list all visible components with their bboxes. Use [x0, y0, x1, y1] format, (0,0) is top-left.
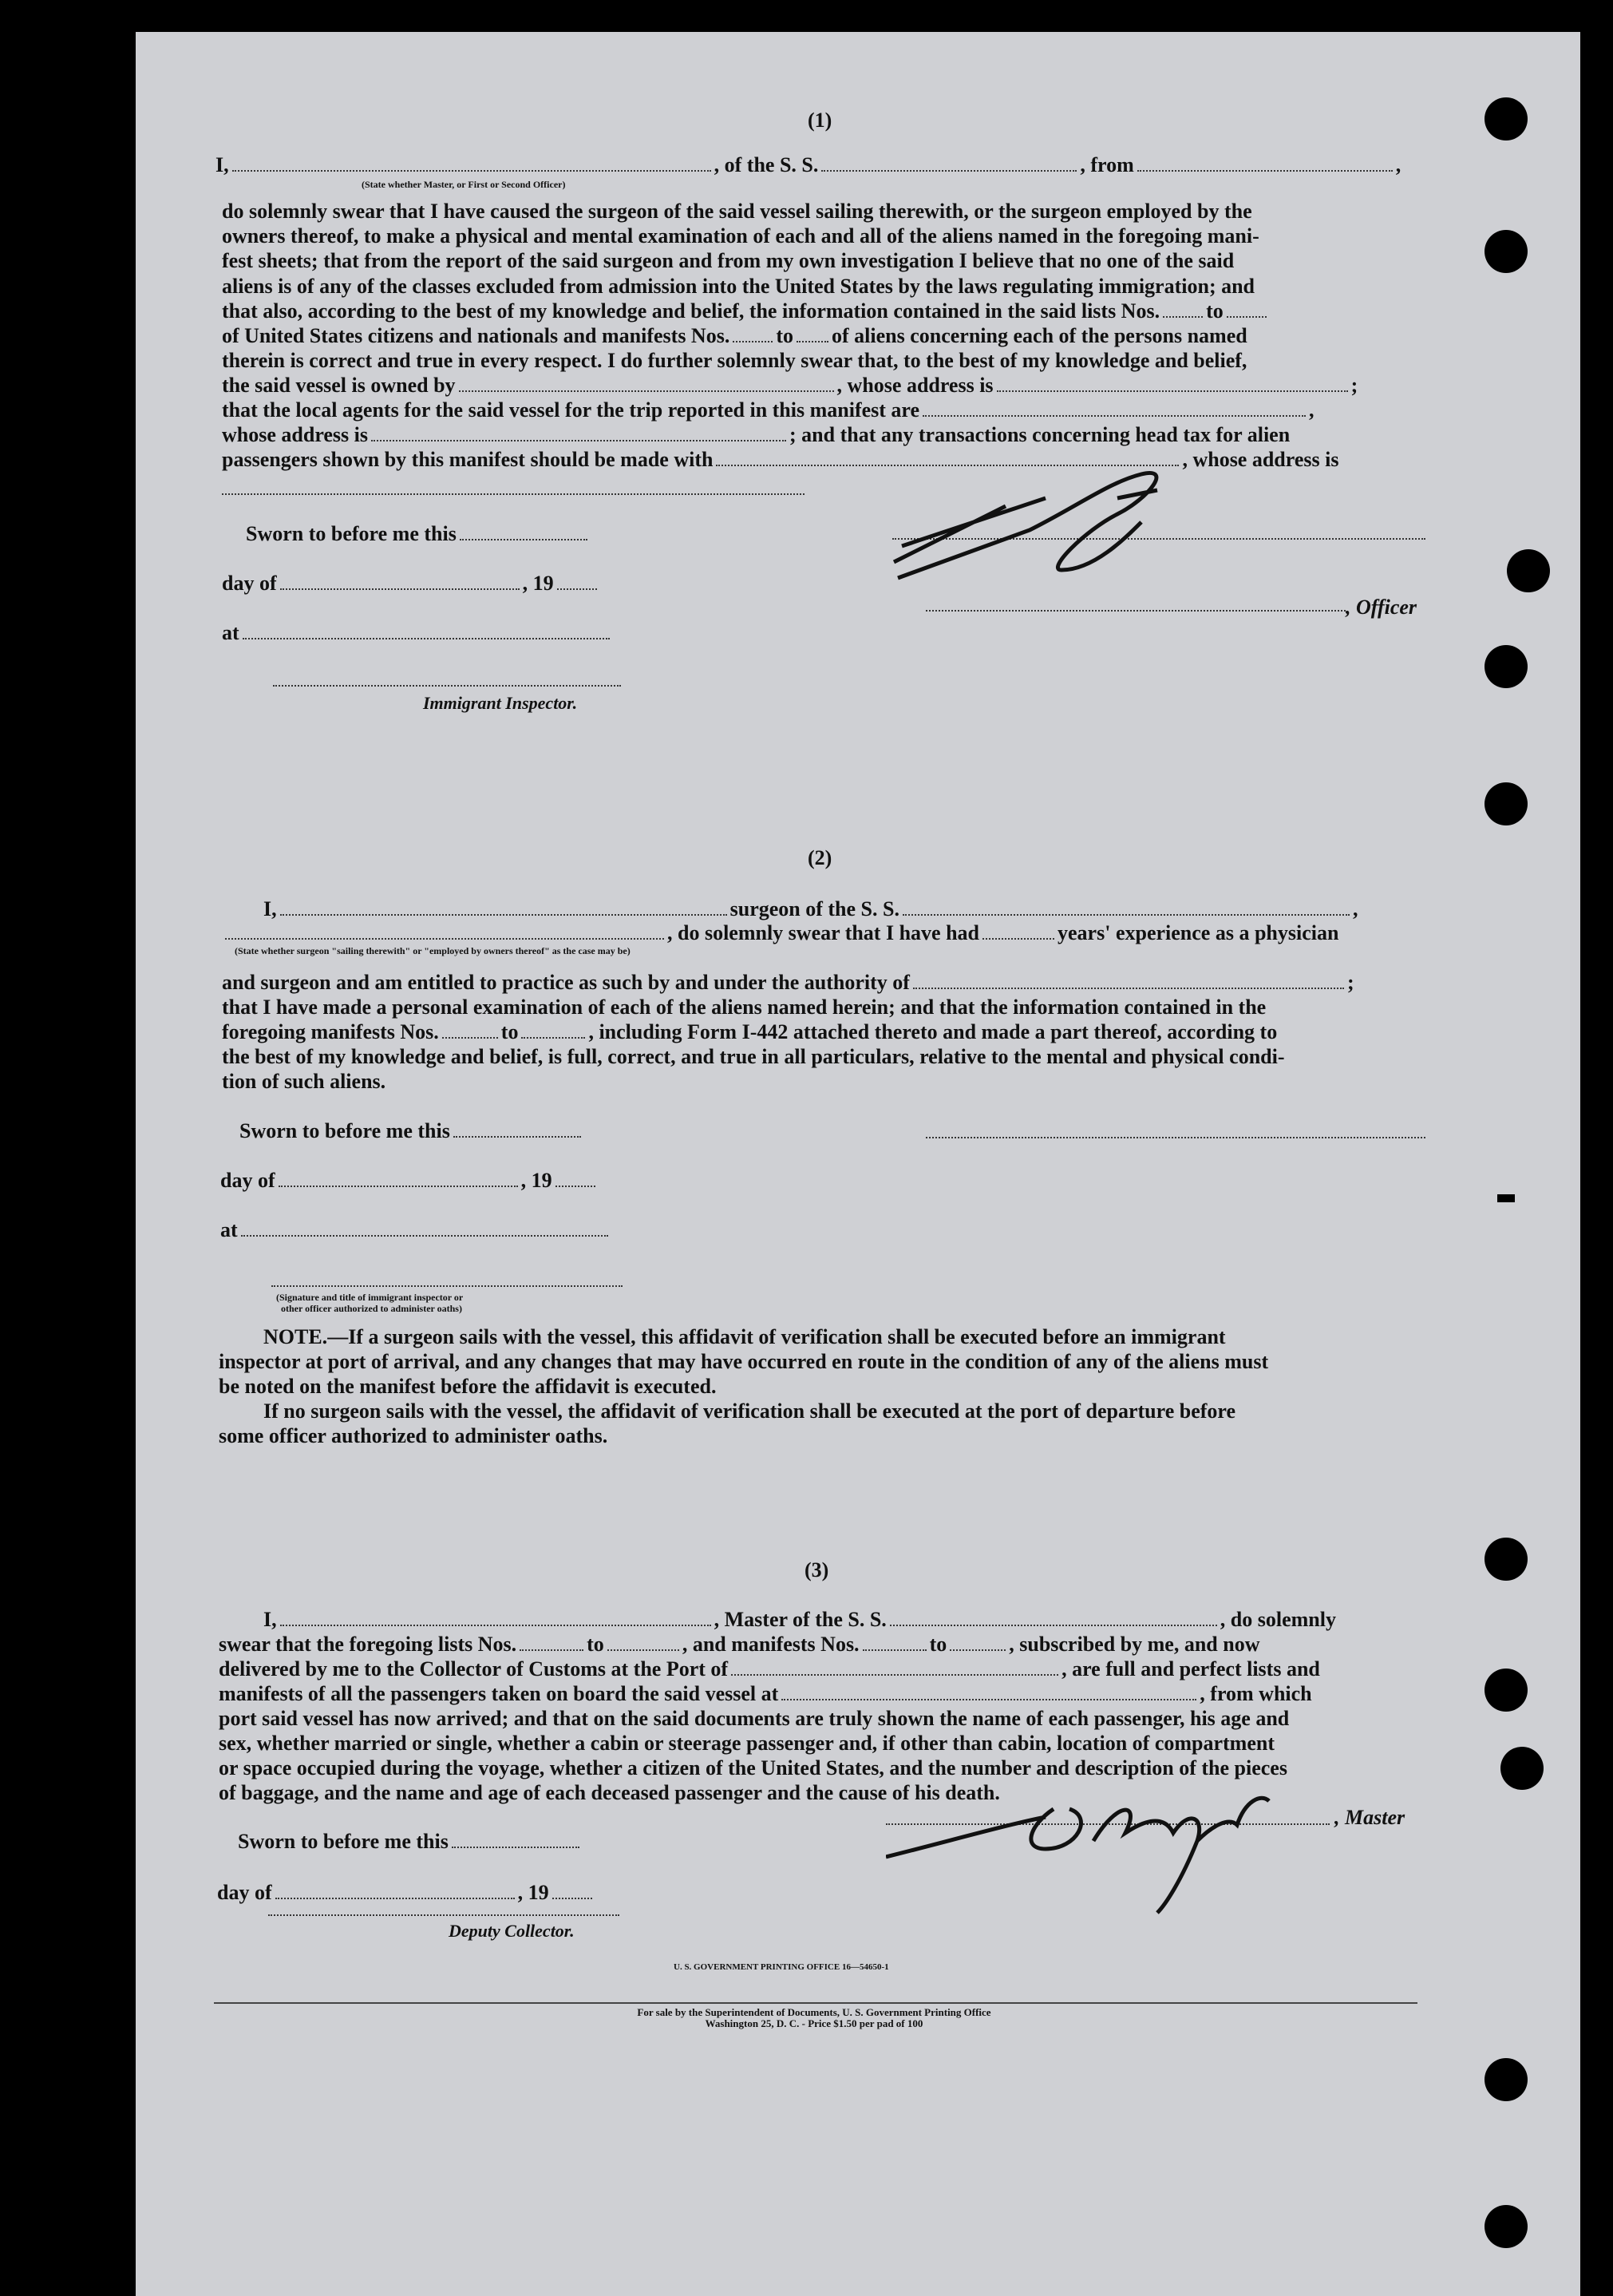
body-line: that I have made a personal examination of each of the aliens named herein; and that the information contained in the: [222, 996, 1267, 1019]
at-line: at: [220, 1218, 611, 1242]
footer-rule: [214, 2002, 1417, 2004]
body-line: owners thereof, to make a physical and mental examination of each and all of the aliens named in the foregoing mani-: [222, 224, 1259, 247]
note-line: NOTE.—If a surgeon sails with the vessel, this affidavit of verification shall be executed before an immigrant: [263, 1325, 1226, 1348]
day-line: day of , 19: [220, 1169, 599, 1193]
note-line: be noted on the manifest before the affidavit is executed.: [219, 1375, 717, 1398]
body-line: whose address is ; and that any transactions concerning head tax for alien: [222, 423, 1291, 446]
punch-hole: [1485, 2205, 1528, 2248]
body-line: passengers shown by this manifest should be made with , whose address is: [222, 448, 1339, 471]
punch-hole: [1507, 549, 1550, 592]
day-line: day of , 19: [217, 1881, 595, 1905]
sale-line: For sale by the Superintendent of Documents, U. S. Government Printing Office: [637, 2006, 991, 2018]
punch-hole: [1485, 97, 1528, 141]
sale-text: [136, 2007, 1492, 2029]
gpo-line: U. S. GOVERNMENT PRINTING OFFICE 16—54650-1: [674, 1962, 889, 1972]
punch-hole: [1485, 645, 1528, 688]
signature-note: (Signature and title of immigrant inspector or: [276, 1292, 464, 1303]
body-line: delivered by me to the Collector of Customs at the Port of , are full and perfect lists and: [219, 1657, 1320, 1680]
dotted-line: [273, 685, 621, 687]
dotted-line: [271, 1285, 623, 1287]
punch-hole: [1500, 1747, 1544, 1790]
body-line: sex, whether married or single, whether a cabin or steerage passenger and, if other than cabin, location of compartment: [219, 1732, 1275, 1755]
body-line: aliens is of any of the classes excluded from admission into the United States by the laws regulating immigration; and: [222, 275, 1255, 298]
body-line: swear that the foregoing lists Nos. to , and manifests Nos. to , subscribed by me, and now: [219, 1633, 1260, 1656]
sworn-line: Sworn to before me this: [238, 1830, 583, 1854]
body-line: the said vessel is owned by , whose address is ;: [222, 374, 1358, 397]
body-line: do solemnly swear that I have caused the surgeon of the said vessel sailing therewith, or the surgeon employed by the: [222, 200, 1252, 223]
body-line: tion of such aliens.: [222, 1070, 386, 1093]
body-line: foregoing manifests Nos. to , including Form I-442 attached thereto and made a part thereof, according to: [222, 1020, 1278, 1043]
body-line: or space occupied during the voyage, whether a citizen of the United States, and the number and description of the pieces: [219, 1756, 1287, 1779]
body-line: the best of my knowledge and belief, is full, correct, and true in all particulars, relative to the mental and physical condi-: [222, 1045, 1285, 1068]
body-line: and surgeon and am entitled to practice as such by and under the authority of ;: [222, 971, 1354, 994]
body-line: of baggage, and the name and age of each deceased passenger and the cause of his death.: [219, 1781, 1000, 1804]
master-label: , Master: [1334, 1806, 1405, 1829]
affiant-line: I, surgeon of the S. S. ,: [263, 897, 1358, 920]
sworn-line: Sworn to before me this: [239, 1119, 584, 1143]
body-line: of United States citizens and nationals and manifests Nos. to of aliens concerning each of the persons named: [222, 324, 1247, 347]
punch-hole: [1485, 2058, 1528, 2101]
officer-signature: [886, 450, 1245, 594]
affiant-line: I, , Master of the S. S. , do solemnly: [263, 1608, 1336, 1631]
note-line: If no surgeon sails with the vessel, the affidavit of verification shall be executed at the port of departure before: [263, 1399, 1236, 1423]
body-line: manifests of all the passengers taken on board the said vessel at , from which: [219, 1682, 1312, 1705]
body-line: fest sheets; that from the report of the said surgeon and from my own investigation I believe that no one of the said: [222, 249, 1235, 272]
dotted-line: [926, 1137, 1425, 1138]
edge-mark: [1497, 1194, 1515, 1202]
master-signature: [886, 1769, 1301, 1921]
affiant-line: I, , of the S. S. , from ,: [215, 153, 1401, 176]
punch-hole: [1485, 230, 1528, 273]
field-note: (State whether surgeon "sailing therewith" or "employed by owners thereof" as the case may be): [235, 945, 631, 956]
body-line: therein is correct and true in every respect. I do further solemnly swear that, to the best of my knowledge and belief,: [222, 349, 1247, 372]
dotted-line: [926, 610, 1346, 612]
punch-hole: [1485, 1538, 1528, 1581]
section-number: (3): [805, 1558, 829, 1581]
body-line: that the local agents for the said vessel for the trip reported in this manifest are ,: [222, 398, 1315, 422]
note-line: inspector at port of arrival, and any changes that may have occurred en route in the condition of any of the aliens must: [219, 1350, 1269, 1373]
section-number: (1): [808, 109, 832, 132]
at-line: at: [222, 621, 613, 645]
signature-note: other officer authorized to administer oaths): [281, 1303, 462, 1314]
body-line: , do solemnly swear that I have had years' experience as a physician: [222, 921, 1338, 945]
dotted-line: [222, 493, 805, 495]
sworn-line: Sworn to before me this: [246, 522, 591, 546]
inspector-label: Immigrant Inspector.: [423, 693, 578, 713]
punch-hole: [1485, 782, 1528, 825]
body-line: port said vessel has now arrived; and that on the said documents are truly shown the name of each passenger, his age and: [219, 1707, 1290, 1730]
field-note: (State whether Master, or First or Second Officer): [362, 179, 566, 190]
punch-hole: [1485, 1669, 1528, 1712]
deputy-label: Deputy Collector.: [449, 1921, 575, 1941]
body-line: that also, according to the best of my knowledge and belief, the information contained in the said lists Nos. to: [222, 299, 1270, 323]
manifest-affidavit-page: [136, 32, 1580, 2296]
sale-line: Washington 25, D. C. - Price $1.50 per pad of 100: [705, 2017, 923, 2029]
section-number: (2): [808, 846, 832, 869]
dotted-line: [268, 1914, 619, 1916]
note-line: some officer authorized to administer oaths.: [219, 1424, 608, 1447]
officer-label: , Officer: [1346, 596, 1417, 619]
day-line: day of , 19: [222, 572, 600, 596]
